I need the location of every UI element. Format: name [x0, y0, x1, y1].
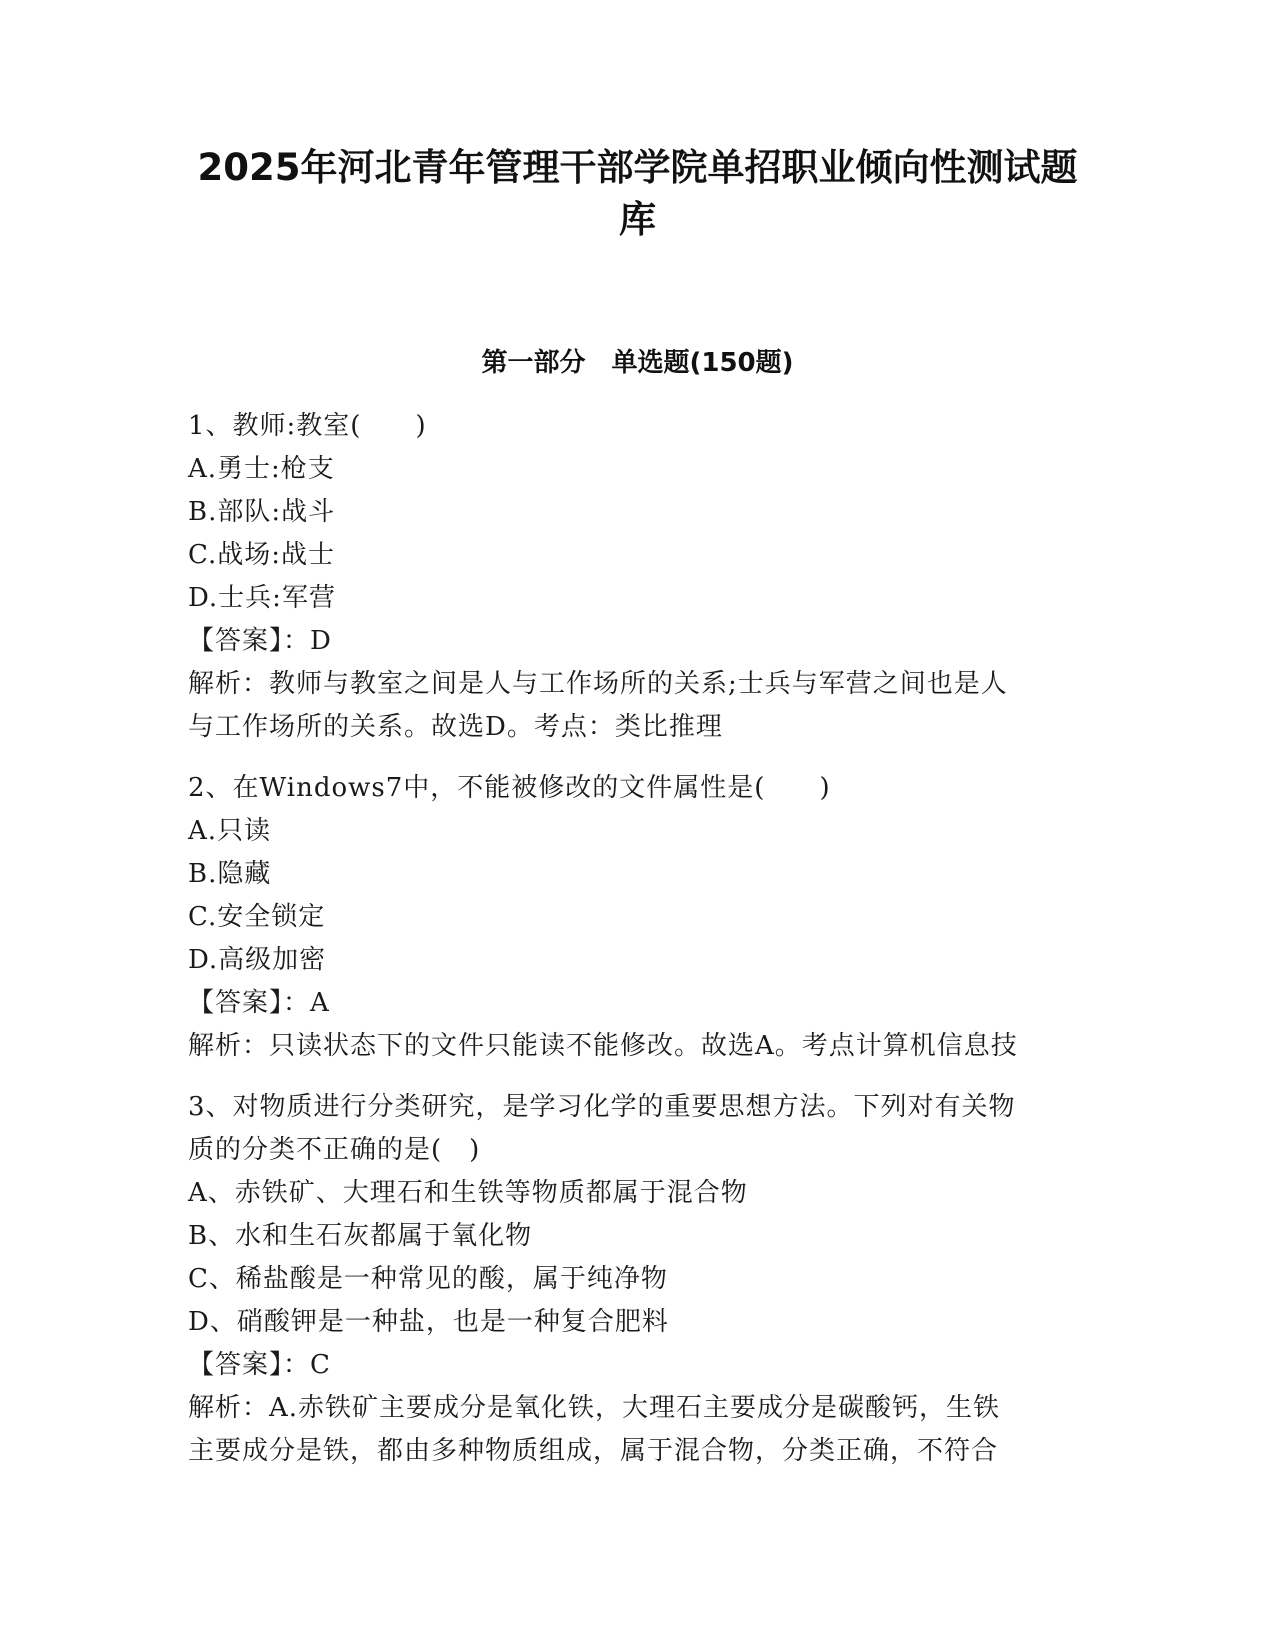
- question-list: [188, 405, 1088, 1491]
- option-b: B.部队:战斗: [188, 497, 336, 527]
- question-stem-line: 3、对物质进行分类研究，是学习化学的重要思想方法。下列对有关物: [188, 1092, 1016, 1122]
- question-3: [188, 1086, 1088, 1473]
- option-a: A、赤铁矿、大理石和生铁等物质都属于混合物: [188, 1178, 748, 1208]
- question-stem: 2、在Windows7中，不能被修改的文件属性是( ): [188, 773, 831, 803]
- option-a: A.只读: [188, 816, 272, 846]
- question-stem: 1、教师:教室( ): [188, 411, 427, 441]
- option-c: C.安全锁定: [188, 902, 326, 932]
- answer: 【答案】：C: [188, 1350, 331, 1380]
- option-b: B、水和生石灰都属于氧化物: [188, 1221, 533, 1251]
- question-stem-line: 质的分类不正确的是( ): [188, 1135, 481, 1165]
- document-title: 2025年河北青年管理干部学院单招职业倾向性测试题库: [197, 146, 1078, 241]
- option-d: D、硝酸钾是一种盐，也是一种复合肥料: [188, 1307, 669, 1337]
- analysis-line: 解析：A.赤铁矿主要成分是氧化铁，大理石主要成分是碳酸钙，生铁: [188, 1393, 1001, 1423]
- option-b: B.隐藏: [188, 859, 272, 889]
- option-d: D.士兵:军营: [188, 583, 336, 613]
- analysis-line: 解析：教师与教室之间是人与工作场所的关系;士兵与军营之间也是人: [188, 669, 1008, 699]
- answer: 【答案】：D: [188, 626, 332, 656]
- answer: 【答案】：A: [188, 988, 330, 1018]
- section-heading: 第一部分 单选题(150题): [481, 348, 794, 378]
- analysis-line: 解析：只读状态下的文件只能读不能修改。故选A。考点计算机信息技: [188, 1031, 1018, 1061]
- option-d: D.高级加密: [188, 945, 327, 975]
- option-c: C、稀盐酸是一种常见的酸，属于纯净物: [188, 1264, 668, 1294]
- analysis-line: 与工作场所的关系。故选D。考点：类比推理: [188, 712, 723, 742]
- option-a: A.勇士:枪支: [188, 454, 335, 484]
- question-2: [188, 767, 1088, 1068]
- analysis-line: 主要成分是铁，都由多种物质组成，属于混合物，分类正确，不符合: [188, 1436, 999, 1466]
- question-1: [188, 405, 1088, 749]
- option-c: C.战场:战士: [188, 540, 335, 570]
